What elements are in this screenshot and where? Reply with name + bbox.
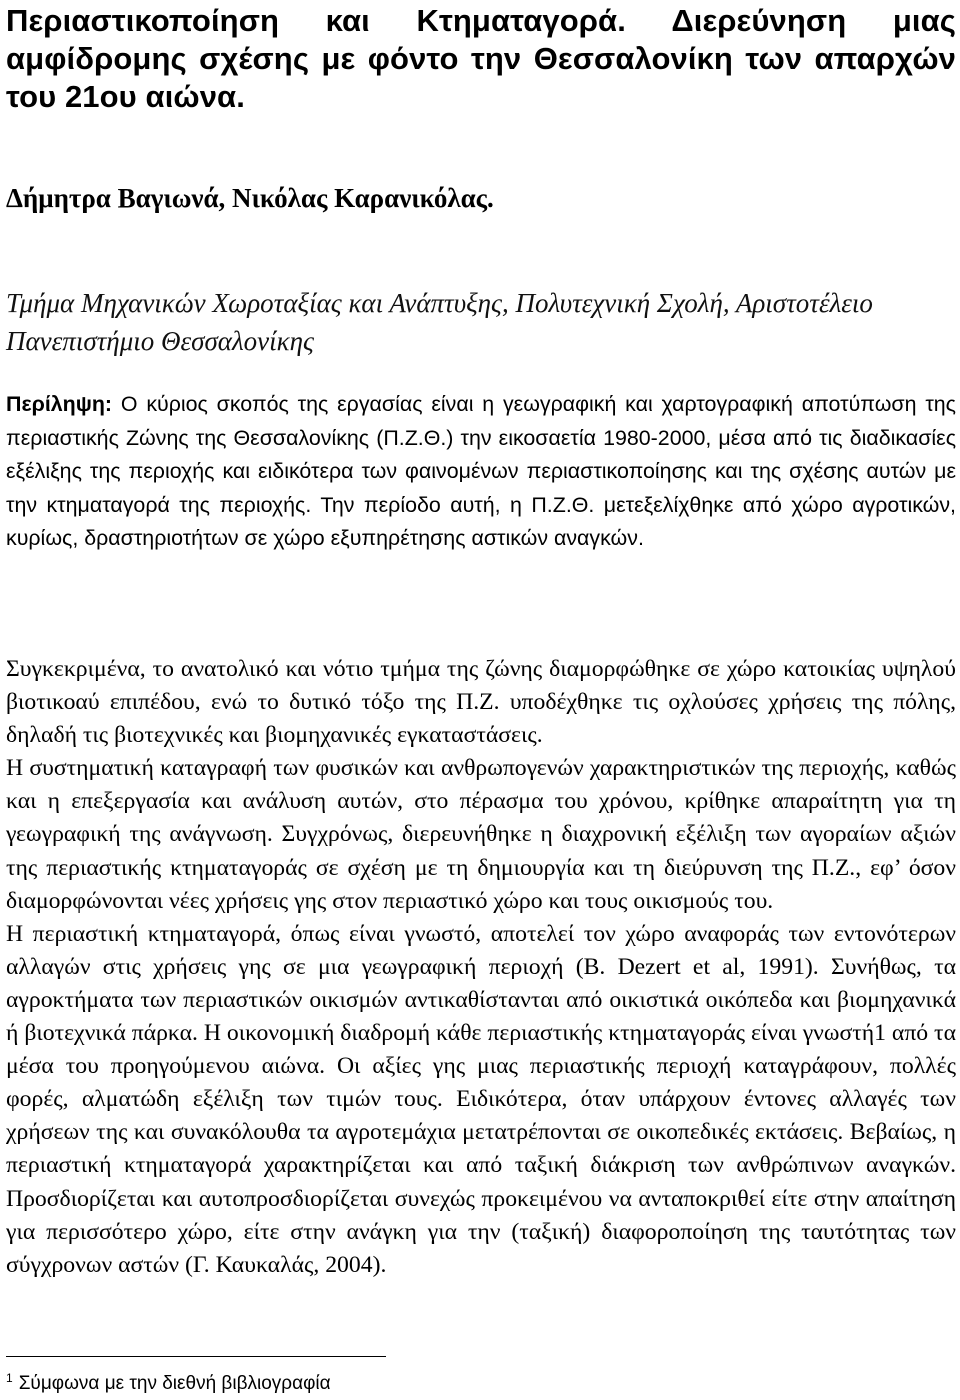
footnote bbox=[6, 1364, 956, 1398]
paragraph-2: Η συστηματική καταγραφή των φυσικών και ανθρωπογενών χαρακτηριστικών της περιοχής, καθώς και η επεξεργασία και ανάλυση αυτών, στο πέρασμα του χρόνου, κρίθηκε απαραίτητη για τη γεωγραφική της ανάγνωση. Συγχρόνως, διερευνήθηκε η διαχρονική εξέλιξη των αγοραίων αξιών της περιαστικής κτηματαγοράς σε σχέση με τη δημιουργία και τη διεύρυνση της Π.Ζ., εφ’ όσον διαμορφώνονται νέες χρήσεις γης στον περιαστικό χώρο και τους οικισμούς του. bbox=[6, 755, 956, 914]
body-text bbox=[6, 653, 956, 1282]
paragraph-3-end: από τα μέσα του προηγούμενου αιώνα. Οι αξίες γης μιας περιαστικής περιοχή καταγράφουν, πολλές φορές, αλματώδη εξέλιξη των τιμών τους. Ειδικότερα, όταν υπάρχουν έντονες αλλαγές των χρήσεων της και συνακόλουθα τα αγροτεμάχια μετατρέπονται σε οικοπεδικές εκτάσεις. Βεβαίως, η περιαστική κτηματαγορά χαρακτηρίζεται και από ταξική διάκριση των ανθρώπινων αναγκών. Προσδιορίζεται και αυτοπροσδιορίζεται συνεχώς προκειμένου να ανταποκριθεί είτε στην απαίτηση για περισσότερο χώρο, είτε στην ανάγκη για την (ταξική) διαφοροποίηση της ταυτότητας των σύγχρονων αστών (Γ. Καυκαλάς, 2004). bbox=[6, 1020, 956, 1278]
paragraph-3-start: Η περιαστική κτηματαγορά, όπως είναι γνωστό, αποτελεί τον χώρο αναφοράς των εντονότερων αλλαγών στις χρήσεις γης σε μια γεωγραφική περιοχή (B. Dezert et al, 1991). Συνήθως, τα αγροκτήματα των περιαστικών οικισμών αντικαθίστανται από οικιστικά οικόπεδα και βιομηχανικά ή βιοτεχνικά πάρκα. Η οικονομική διαδρομή κάθε περιαστικής κτηματαγοράς είναι γνωστή bbox=[6, 920, 956, 1047]
document-page bbox=[6, 0, 956, 1394]
paper-title: Περιαστικοποίηση και Κτηματαγορά. Διερεύνηση μιας αμφίδρομης σχέσης με φόντο την Θεσσαλονίκη των απαρχών του 21ου αιώνα. bbox=[6, 3, 956, 114]
footnote-separator bbox=[6, 1356, 386, 1357]
paragraph-1: Συγκεκριμένα, το ανατολικό και νότιο τμήμα της ζώνης διαμορφώθηκε σε χώρο κατοικίας υψηλού βιοτικοαύ επιπέδου, ενώ το δυτικό τόξο της Π.Ζ. υποδέχθηκε τις οχλούσες χρήσεις της πόλης, δηλαδή τις βιοτεχνικές και βιομηχανικές εγκαταστάσεις. bbox=[6, 656, 956, 749]
footnote-reference: 1 bbox=[874, 1020, 886, 1047]
paragraph-3 bbox=[6, 918, 956, 1282]
authors: Δήμητρα Βαγιωνά, Νικόλας Καρανικόλας. bbox=[6, 183, 494, 213]
abstract bbox=[6, 388, 956, 556]
footnote-text: Σύμφωνα με την διεθνή βιβλιογραφία bbox=[18, 1373, 331, 1394]
footnote-marker: 1 bbox=[6, 1371, 13, 1385]
abstract-label: Περίληψη: bbox=[6, 392, 113, 416]
affiliation: Τμήμα Μηχανικών Χωροταξίας και Ανάπτυξης, Πολυτεχνική Σχολή, Αριστοτέλειο Πανεπιστήμιο Θεσσαλονίκης bbox=[6, 288, 873, 356]
abstract-text: Ο κύριος σκοπός της εργασίας είναι η γεωγραφική και χαρτογραφική αποτύπωση της περιαστικής Ζώνης της Θεσσαλονίκης (Π.Ζ.Θ.) την εικοσαετία 1980-2000, μέσα από τις διαδικασίες εξέλιξης της περιοχής και ειδικότερα των φαινομένων περιαστικοποίησης και της σχέσης αυτών με την κτηματαγορά της περιοχής. Την περίοδο αυτή, η Π.Ζ.Θ. μετεξελίχθηκε από χώρο αγροτικών, κυρίως, δραστηριοτήτων σε χώρο εξυπηρέτησης αστικών αναγκών. bbox=[6, 392, 956, 550]
